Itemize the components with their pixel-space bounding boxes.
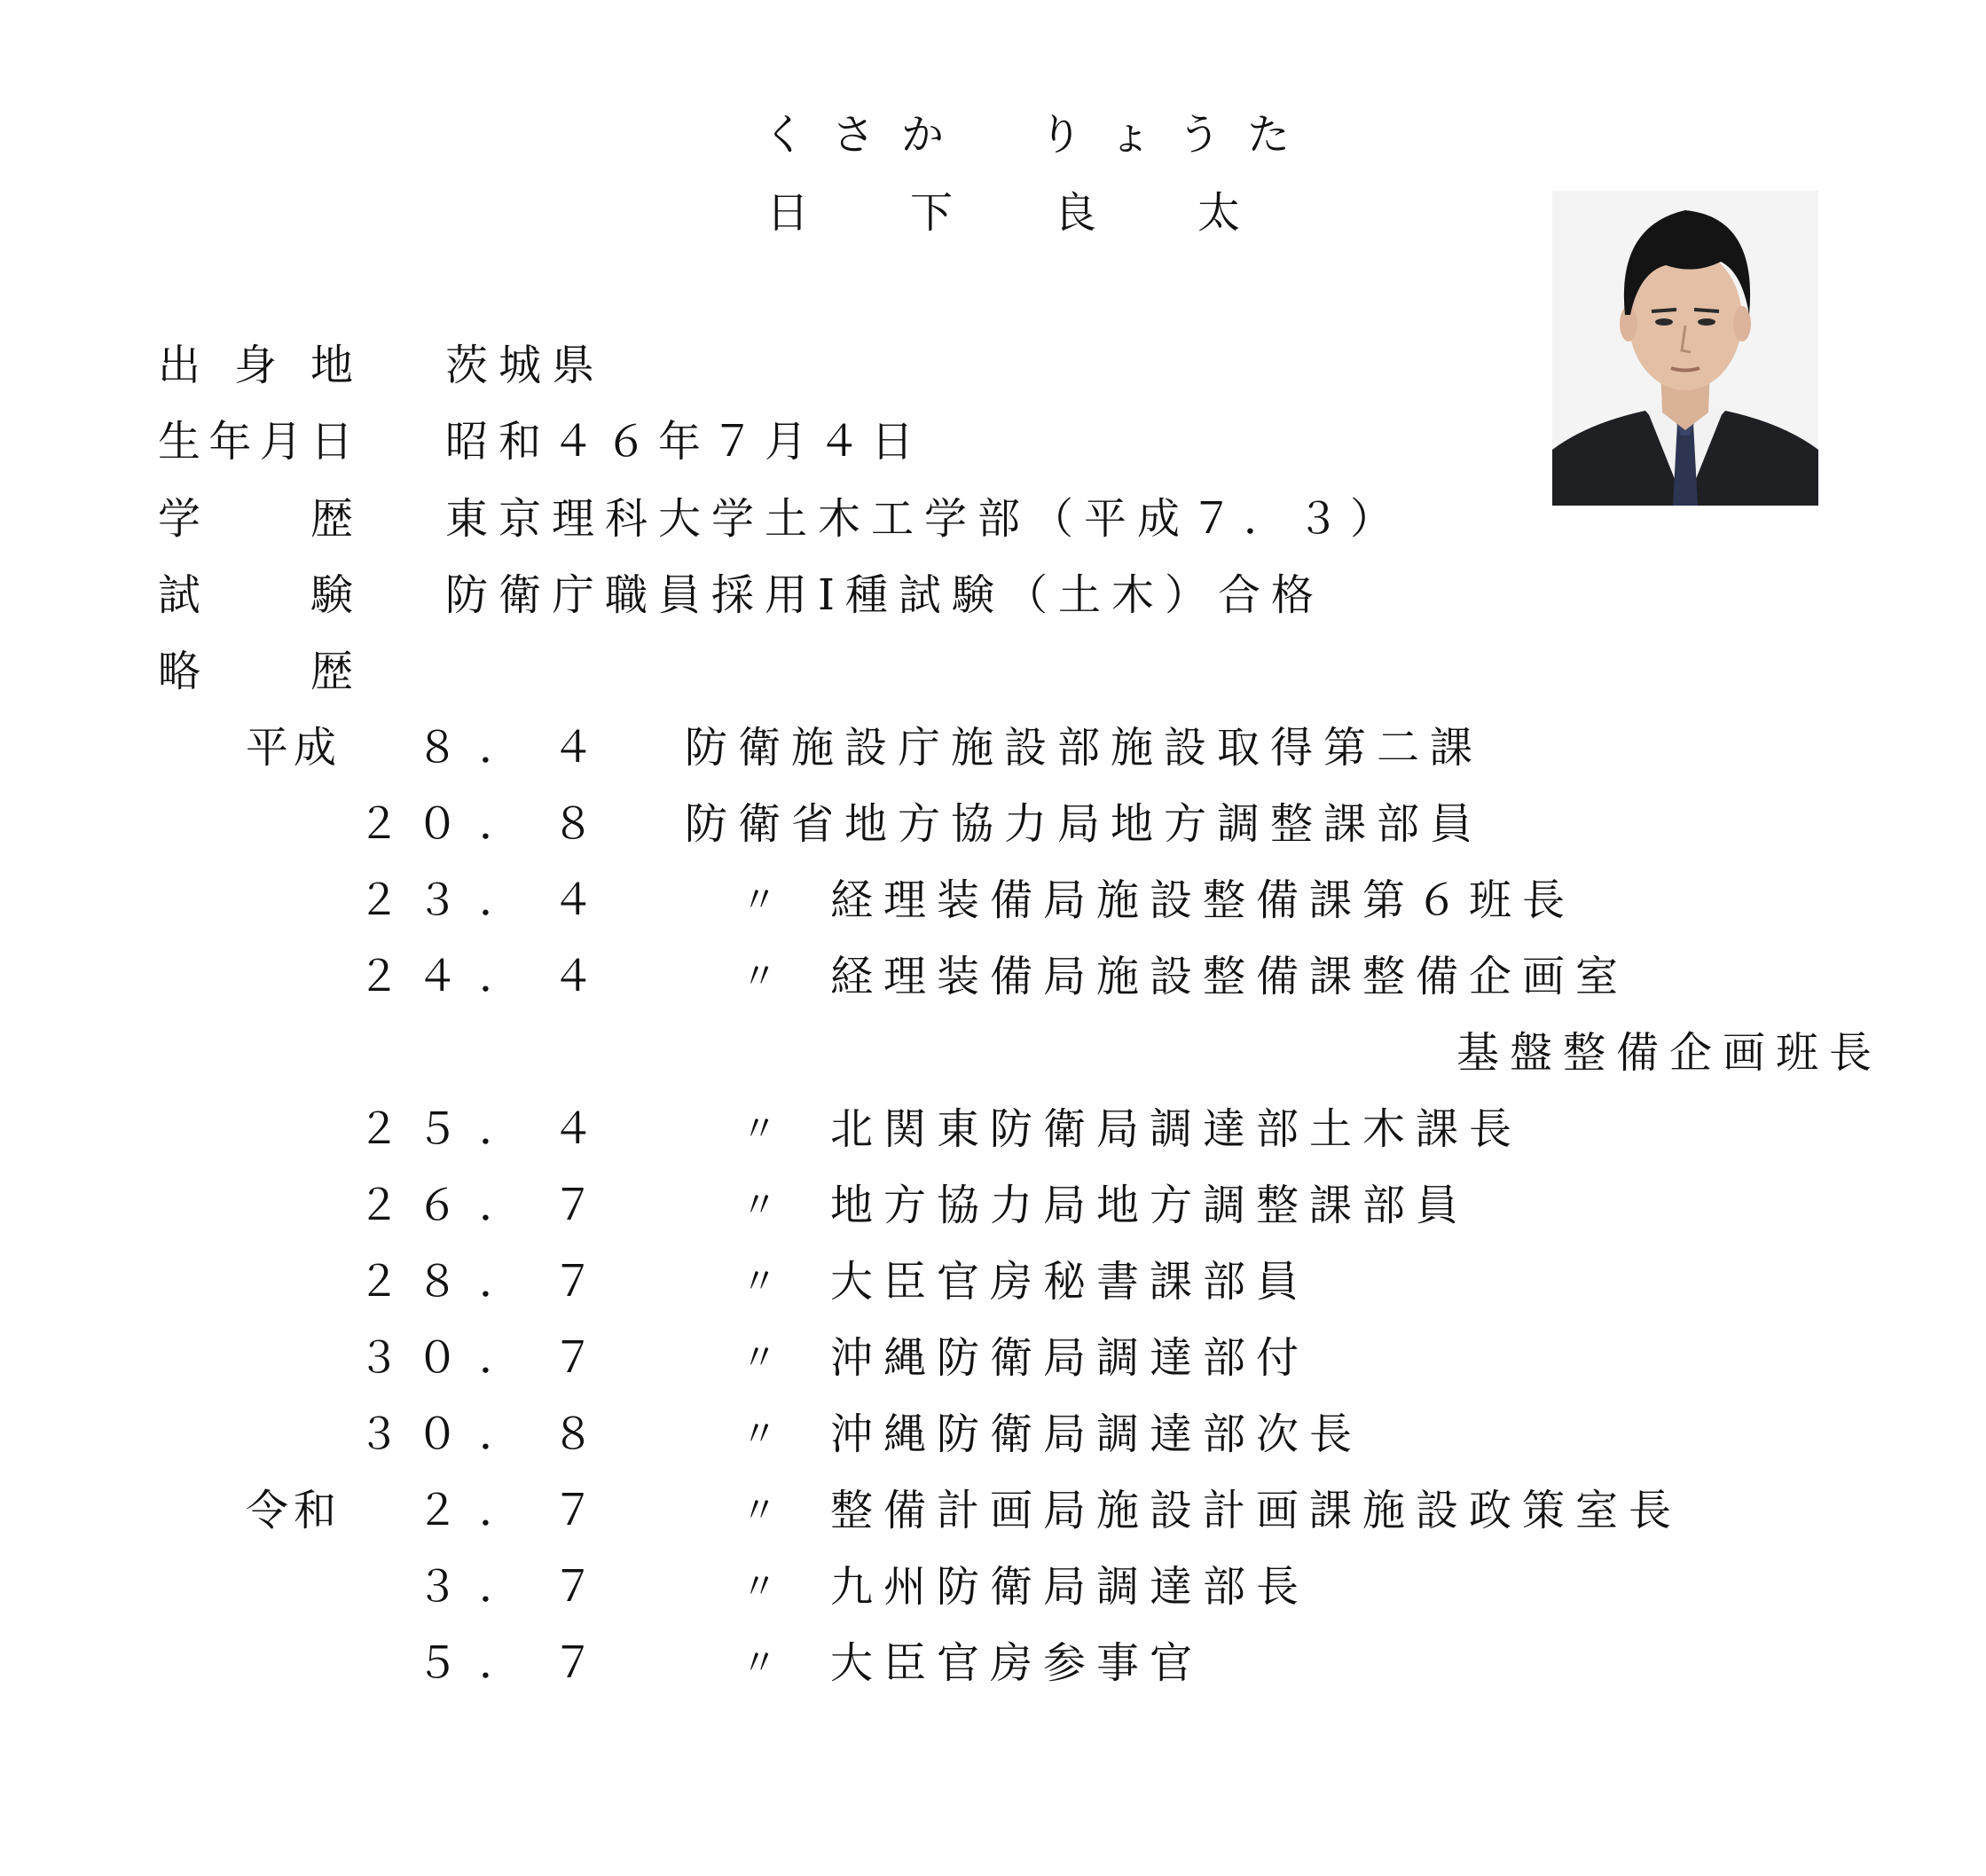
career-month: ７ bbox=[552, 1638, 595, 1688]
career-post-continuation: 基盤整備企画班長 bbox=[1456, 1028, 1883, 1078]
ditto-mark: 〃 bbox=[742, 1185, 777, 1226]
education-value: 東京理科大学土木工学部（平成７．３） bbox=[445, 494, 1404, 544]
career-era: 令和 bbox=[245, 1486, 341, 1535]
ditto-mark: 〃 bbox=[742, 880, 777, 921]
career-separator: ． bbox=[479, 1181, 522, 1230]
career-year: ３ bbox=[415, 1562, 475, 1612]
career-year: ２０ bbox=[357, 799, 475, 849]
career-month: ４ bbox=[552, 723, 595, 773]
ditto-mark: 〃 bbox=[742, 1338, 777, 1378]
career-post: 沖縄防衛局調達部付 bbox=[830, 1333, 1310, 1383]
career-month: ８ bbox=[552, 799, 595, 849]
name-char: 良 bbox=[1054, 188, 1097, 238]
career-post: 経理装備局施設整備課第６班長 bbox=[830, 875, 1576, 925]
name-char: 下 bbox=[910, 188, 954, 238]
career-year: ２８ bbox=[357, 1257, 475, 1307]
name-char: 太 bbox=[1197, 188, 1241, 238]
career-month: ４ bbox=[552, 875, 595, 925]
birthplace-value: 茨城県 bbox=[445, 341, 606, 390]
career-year: ３０ bbox=[357, 1409, 475, 1459]
career-year: ５ bbox=[415, 1638, 475, 1688]
career-month: ７ bbox=[552, 1486, 595, 1535]
career-month: ７ bbox=[552, 1181, 595, 1230]
portrait-illustration bbox=[1552, 191, 1818, 506]
exam-value: 防衛庁職員採用Ⅰ種試験（土木）合格 bbox=[445, 570, 1324, 620]
career-era: 平成 bbox=[245, 723, 341, 773]
career-separator: ． bbox=[479, 1638, 522, 1688]
ditto-mark: 〃 bbox=[742, 1490, 777, 1531]
career-year: ２ bbox=[415, 1486, 475, 1535]
portrait-photo bbox=[1552, 191, 1818, 506]
ditto-mark: 〃 bbox=[742, 1109, 777, 1150]
ditto-mark: 〃 bbox=[742, 1261, 777, 1302]
exam-label: 試 験 bbox=[158, 570, 353, 620]
person-name bbox=[766, 186, 1341, 239]
career-separator: ． bbox=[479, 952, 522, 1001]
ditto-mark: 〃 bbox=[742, 956, 777, 997]
ditto-mark: 〃 bbox=[742, 1643, 777, 1684]
career-year: ２３ bbox=[357, 875, 475, 925]
career-separator: ． bbox=[479, 799, 522, 849]
career-separator: ． bbox=[479, 1257, 522, 1307]
career-year: ３０ bbox=[357, 1333, 475, 1383]
career-post: 九州防衛局調達部長 bbox=[830, 1562, 1310, 1612]
career-label: 略 歴 bbox=[158, 647, 353, 696]
career-separator: ． bbox=[479, 1104, 522, 1154]
career-separator: ． bbox=[479, 1409, 522, 1459]
career-month: ８ bbox=[552, 1409, 595, 1459]
career-post: 大臣官房秘書課部員 bbox=[830, 1257, 1310, 1307]
career-post: 整備計画局施設計画課施設政策室長 bbox=[830, 1486, 1683, 1535]
career-separator: ． bbox=[479, 1333, 522, 1383]
career-month: ４ bbox=[552, 1104, 595, 1154]
ditto-mark: 〃 bbox=[742, 1414, 777, 1455]
career-year: ２４ bbox=[357, 952, 475, 1001]
career-separator: ． bbox=[479, 723, 522, 773]
career-post: 地方協力局地方調整課部員 bbox=[830, 1181, 1470, 1230]
career-post: 経理装備局施設整備課整備企画室 bbox=[830, 952, 1629, 1001]
birthdate-value: 昭和４６年７月４日 bbox=[445, 417, 925, 467]
career-post: 防衛省地方協力局地方調整課部員 bbox=[685, 799, 1484, 849]
ditto-mark: 〃 bbox=[742, 1566, 777, 1607]
career-month: ７ bbox=[552, 1562, 595, 1612]
name-furigana: くさか りょうた bbox=[763, 110, 1317, 160]
career-post: 防衛施設庁施設部施設取得第二課 bbox=[685, 723, 1484, 773]
career-year: ８ bbox=[415, 723, 475, 773]
career-month: ４ bbox=[552, 952, 595, 1001]
career-year: ２５ bbox=[357, 1104, 475, 1154]
birthplace-label: 出 身 地 bbox=[158, 341, 353, 390]
career-post: 大臣官房参事官 bbox=[830, 1638, 1204, 1688]
career-separator: ． bbox=[479, 1486, 522, 1535]
career-post: 北関東防衛局調達部土木課長 bbox=[830, 1104, 1523, 1154]
career-year: ２６ bbox=[357, 1181, 475, 1230]
education-label: 学 歴 bbox=[158, 494, 353, 544]
career-month: ７ bbox=[552, 1257, 595, 1307]
career-separator: ． bbox=[479, 1562, 522, 1612]
name-char: 日 bbox=[766, 188, 810, 238]
career-month: ７ bbox=[552, 1333, 595, 1383]
birthdate-label: 生 年 月 日 bbox=[158, 417, 353, 467]
career-post: 沖縄防衛局調達部次長 bbox=[830, 1409, 1363, 1459]
career-separator: ． bbox=[479, 875, 522, 925]
